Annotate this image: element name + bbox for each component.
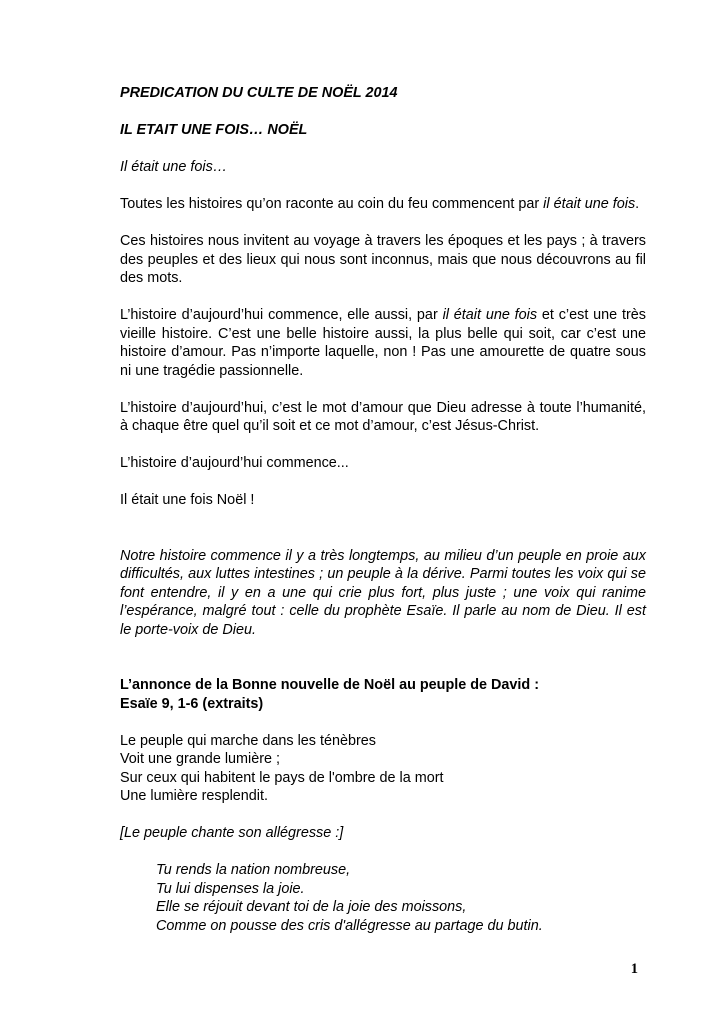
paragraph-word-of-love: L’histoire d’aujourd’hui, c’est le mot d’amour que Dieu adresse à toute l’humanité, à chaque être quel qu’il soit et ce mot d’amour, c’est Jésus-Christ. bbox=[120, 399, 646, 434]
verse-line: Une lumière resplendit. bbox=[120, 788, 268, 804]
verse-block-1 bbox=[120, 732, 646, 806]
stage-direction: [Le peuple chante son allégresse :] bbox=[120, 825, 344, 841]
verse-line: Comme on pousse des cris d'allégresse au partage du butin. bbox=[156, 917, 543, 934]
paragraph-text: et c’est une très vieille histoire. C’est une belle histoire aussi, la plus belle qui soit, car c’est une histoire d’amour. Pas n’importe laquelle, non ! Pas une amourette de quatre sous ni une tragédie passionnelle. bbox=[120, 307, 646, 379]
verse-line: Elle se réjouit devant toi de la joie des moissons, bbox=[156, 899, 467, 915]
section-heading-line2: Esaïe 9, 1-6 (extraits) bbox=[120, 695, 264, 712]
doc-subtitle: IL ETAIT UNE FOIS… NOËL bbox=[120, 122, 308, 138]
paragraph-text: . bbox=[635, 196, 640, 212]
page-number: 1 bbox=[630, 961, 638, 977]
paragraph-stories-begin bbox=[120, 195, 646, 214]
paragraph-emphasis: il était une fois bbox=[442, 307, 538, 323]
paragraph-story-begins: L’histoire d’aujourd’hui commence... bbox=[120, 455, 349, 471]
paragraph-text: Toutes les histoires qu’on raconte au coin du feu commencent par bbox=[120, 196, 544, 212]
paragraph-text: L’histoire d’aujourd’hui commence, elle aussi, par bbox=[120, 307, 443, 323]
intro-line: Il était une fois… bbox=[120, 159, 228, 175]
verse-line: Sur ceux qui habitent le pays de l'ombre de la mort bbox=[120, 769, 444, 786]
document-content bbox=[120, 84, 646, 935]
verse-line: Voit une grande lumière ; bbox=[120, 751, 280, 767]
doc-title: PREDICATION DU CULTE DE NOËL 2014 bbox=[120, 85, 398, 101]
paragraph-emphasis: il était une fois bbox=[543, 196, 636, 212]
verse-line: Tu lui dispenses la joie. bbox=[156, 880, 305, 897]
section-heading-line1: L’annonce de la Bonne nouvelle de Noël au peuple de David : bbox=[120, 677, 540, 693]
verse-line: Tu rends la nation nombreuse, bbox=[156, 862, 351, 878]
verse-block-2 bbox=[120, 861, 646, 935]
narration-paragraph: Notre histoire commence il y a très longtemps, au milieu d’un peuple en proie aux difficultés, aux luttes intestines ; un peuple à la dérive. Parmi toutes les voix qui se font entendre, il y en a une qui crie plus fort, plus juste ; une voix qui ranime l’espérance, malgré tout : celle du prophète Esaïe. Il parle au nom de Dieu. Il est le porte-voix de Dieu. bbox=[120, 547, 646, 638]
paragraph-todays-story bbox=[120, 306, 646, 380]
verse-line: Le peuple qui marche dans les ténèbres bbox=[120, 732, 377, 749]
paragraph-once-upon-noel: Il était une fois Noël ! bbox=[120, 492, 255, 508]
section-heading bbox=[120, 676, 646, 713]
paragraph-voyage: Ces histoires nous invitent au voyage à travers les époques et les pays ; à travers des peuples et des lieux qui nous sont inconnus, mais que nous découvrons au fil des mots. bbox=[120, 233, 646, 286]
